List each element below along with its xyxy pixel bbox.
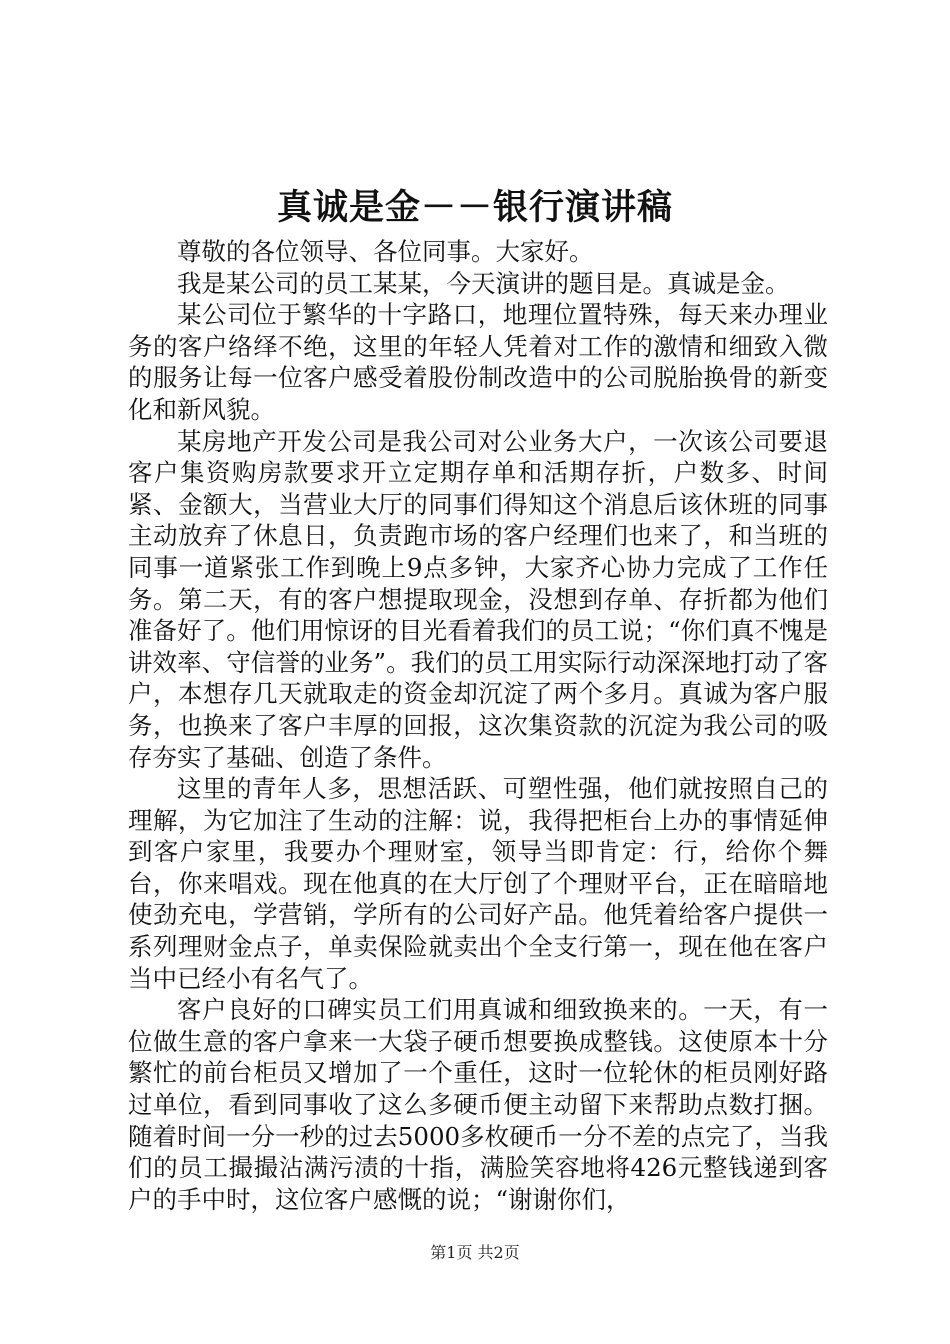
paragraph-real-estate-story: 某房地产开发公司是我公司对公业务大户，一次该公司要退客户集资购房款要求开立定期存单和活期存折，户数多、时间紧、金额大，当营业大厅的同事们得知这个消息后该休班的同事主动放弃了休息日，负责跑市场的客户经理们也来了，和当班的同事一道紧张工作到晚上9点多钟，大家齐心协力完成了工作任务。第二天，有的客户想提取现金，没想到存单、存折都为他们准备好了。他们用惊讶的目光看着我们的员工说；“你们真不愧是讲效率、守信誉的业务”。我们的员工用实际行动深深地打动了客户，本想存几天就取走的资金却沉淀了两个多月。真诚为客户服务，也换来了客户丰厚的回报，这次集资款的沉淀为我公司的吸存夯实了基础、创造了条件。 [128, 426, 828, 772]
paragraph-company-location: 某公司位于繁华的十字路口，地理位置特殊，每天来办理业务的客户络绎不绝，这里的年轻人凭着对工作的激情和细致入微的服务让每一位客户感受着股份制改造中的公司脱胎换骨的新变化和新风貌。 [128, 300, 828, 424]
paragraph-coin-story: 客户良好的口碑实员工们用真诚和细致换来的。一天，有一位做生意的客户拿来一大袋子硬币想要换成整钱。这使原本十分繁忙的前台柜员又增加了一个重任，这时一位轮休的柜员刚好路过单位，看到同事收了这么多硬币便主动留下来帮助点数打捆。随着时间一分一秒的过去5000多枚硬币一分不差的点完了，当我们的员工撮撮沾满污渍的十指，满脸笑容地将426元整钱递到客户的手中时，这位客户感慨的说；“谢谢你们， [128, 995, 828, 1214]
paragraph-introduction: 我是某公司的员工某某，今天演讲的题目是。真诚是金。 [177, 268, 790, 298]
paragraph-young-staff: 这里的青年人多，思想活跃、可塑性强，他们就按照自己的理解，为它加注了生动的注解：说，我得把柜台上办的事情延伸到客户家里，我要办个理财室，领导当即肯定：行，给你个舞台，你来唱戏。现在他真的在大厅创了个理财平台，正在暗暗地使劲充电，学营销，学所有的公司好产品。他凭着给客户提供一系列理财金点子，单卖保险就卖出个全支行第一，现在他在客户当中已经小有名气了。 [128, 774, 828, 993]
document-body [128, 236, 828, 1215]
page-number-footer: 第1页 共2页 [430, 1243, 520, 1262]
paragraph-greeting: 尊敬的各位领导、各位同事。大家好。 [177, 237, 594, 266]
document-title: 真诚是金－－银行演讲稿 [276, 187, 673, 228]
